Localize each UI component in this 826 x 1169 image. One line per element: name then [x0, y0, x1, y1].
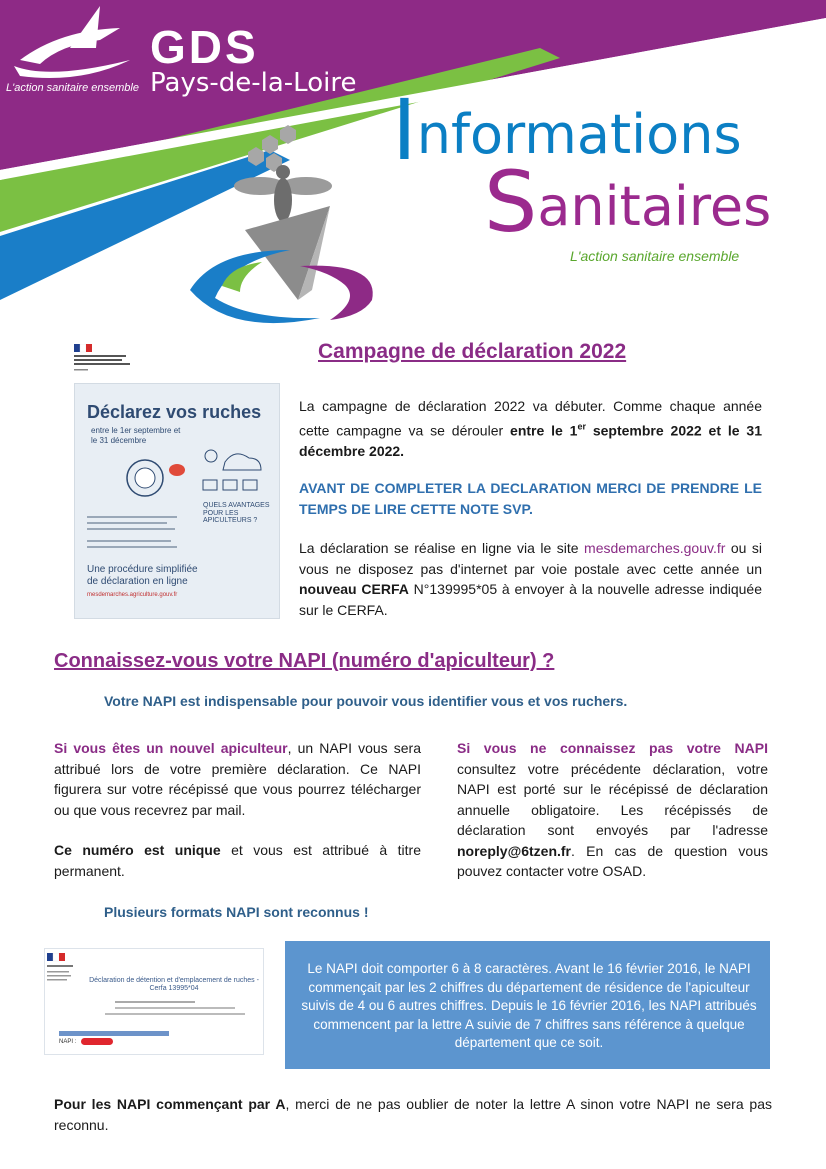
napi-subheading: Votre NAPI est indispensable pour pouvoir vous identifier vous et vos ruchers. — [104, 693, 628, 709]
receipt-napi-label: NAPI : — [59, 1039, 77, 1045]
title-sanitaires: Sanitaires — [484, 153, 772, 251]
napi-heading: Connaissez-vous votre NAPI (numéro d'apiculteur) ? — [54, 650, 555, 672]
campaign-heading: Campagne de déclaration 2022 — [318, 340, 627, 363]
napi-formats-heading: Plusieurs formats NAPI sont reconnus ! — [104, 904, 369, 920]
poster-illustration — [115, 444, 265, 504]
poster-dates: entre le 1er septembre et le 31 décembre — [91, 426, 181, 445]
campaign-warning: AVANT DE COMPLETER LA DECLARATION MERCI DE PRENDRE LE TEMPS DE LIRE CETTE NOTE SVP. — [299, 480, 762, 517]
napi-info-text: Le NAPI doit comporter 6 à 8 caractères. Avant le 16 février 2016, le NAPI commençait par les 2 chiffres du département de résidence de l'apiculteur suivis de 4 ou 6 autres chiffres. Depuis le 16 février 2016, les NAPI attribués commencent par la lettre A suivie de 7 chiffres sans référence à quelque département que ce soit. — [301, 961, 757, 1050]
noreply-email: noreply@6tzen.fr — [457, 842, 572, 859]
logo-name: GDS — [150, 21, 259, 73]
napi-unknown: Si vous ne connaissez pas votre NAPI consultez votre précédente déclaration, votre NAPI est porté sur le récépissé de déclaration annuelle obligatoire. Les récépissés de déclaration sont envoyés par l'adresse noreply@6tzen.fr. En cas de question vous pouvez contacter votre OSAD. — [457, 740, 768, 879]
campaign-poster — [74, 383, 280, 619]
title-informations: Informations — [392, 81, 742, 179]
logo-region: Pays-de-la-Loire — [150, 68, 357, 98]
poster-procedure: Une procédure simplifiée de déclaration en ligne — [87, 564, 198, 587]
poster-advantages: QUELS AVANTAGES POUR LES APICULTEURS ? — [203, 502, 270, 525]
napi-new-beekeeper: Si vous êtes un nouvel apiculteur, un NAPI vous sera attribué lors de votre première déclaration. Ce NAPI figurera sur votre récépissé que vous pourrez télécharger ou que vous recevrez par mail. — [54, 740, 421, 818]
ministry-logo — [74, 344, 144, 374]
campaign-paragraph-1: La campagne de déclaration 2022 va débuter. Comme chaque année cette campagne va se dérouler entre le 1er septembre 2022 et le 31 décembre 2022. — [299, 398, 762, 459]
logo-tagline: L'action sanitaire ensemble — [6, 82, 139, 94]
poster-link: mesdemarches.agriculture.gouv.fr — [87, 592, 178, 598]
napi-footer-note: Pour les NAPI commençant par A, merci de ne pas oublier de noter la lettre A sinon votre NAPI ne sera pas reconnu. — [54, 1096, 772, 1133]
receipt-redacted — [81, 1038, 113, 1045]
poster-bullets — [87, 512, 187, 552]
poster-title: Déclarez vos ruches — [87, 402, 262, 422]
receipt-image — [44, 948, 264, 1055]
campaign-paragraph-3: La déclaration se réalise en ligne via le site mesdemarches.gouv.fr ou si vous ne disposez pas d'internet par voie postale avec cette année un nouveau CERFA N°139995*05 à envoyer à la nouvelle adresse indiquée sur le CERFA. — [299, 540, 763, 618]
mesdemarches-link[interactable]: mesdemarches.gouv.fr — [584, 540, 726, 556]
napi-unique: Ce numéro est unique et vous est attribué à titre permanent. — [54, 842, 421, 879]
receipt-logo — [47, 953, 77, 993]
receipt-title: Déclaration de détention et d'emplacement de ruches - Cerfa 13995*04 — [89, 977, 259, 993]
title-tagline: L'action sanitaire ensemble — [570, 248, 740, 264]
